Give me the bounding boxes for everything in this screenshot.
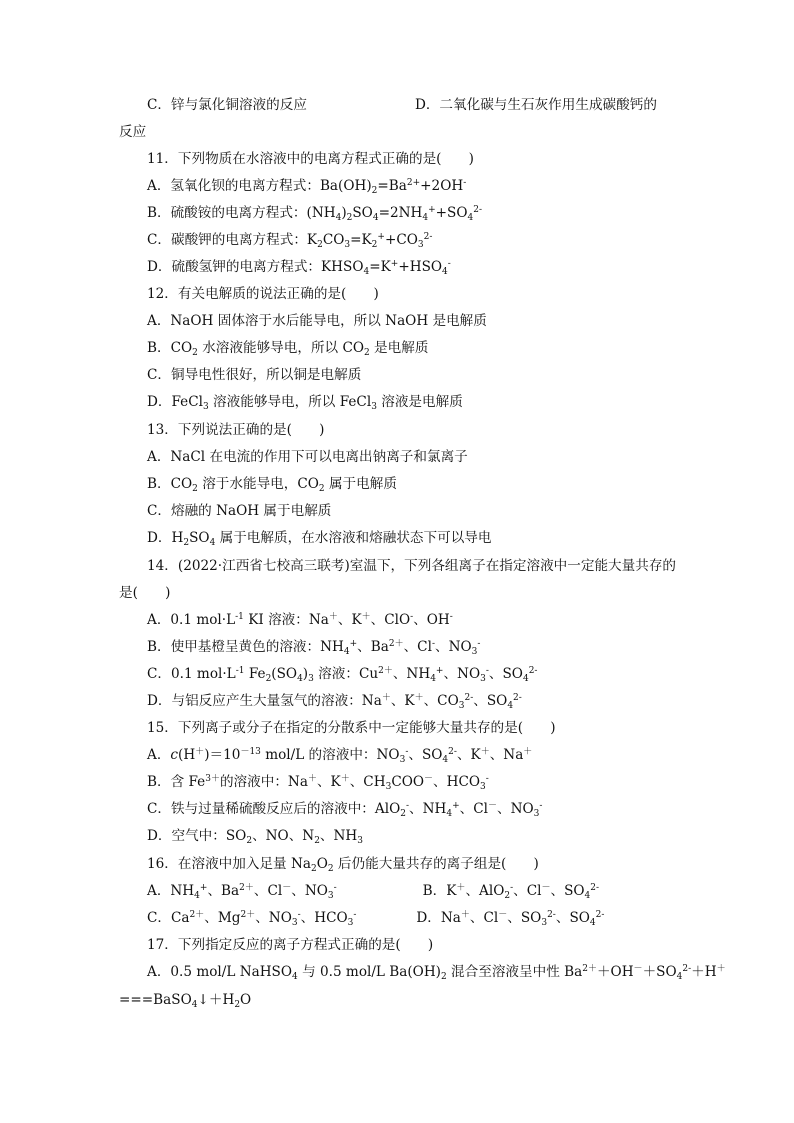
text-line [0,421,794,439]
text-line [0,827,794,845]
text-line [0,393,794,411]
text-segment: C．铁与过量稀硫酸反应后的溶液中：AlO$_2$-、$NH_4^+$、Cl－、$NO_3^-$ [147,801,543,819]
text-line [0,96,794,114]
text-line [0,909,794,927]
text-segment: D．$H_2SO_4$ 属于电解质，在水溶液和熔融状态下可以导电 [147,530,492,548]
text-line [0,204,794,222]
text-segment: $===BaSO_4↓+H_2O$ [119,992,252,1010]
text-segment: D．FeCl$_3$ 溶液能够导电，所以 FeCl$_3$ 溶液是电解质 [147,394,463,412]
text-segment: 是( ) [119,585,171,601]
text-segment: C．锌与氯化铜溶液的反应 [147,97,307,113]
text-segment: 反应 [119,124,147,140]
text-segment: C．熔融的 NaOH 属于电解质 [147,503,332,519]
text-line [0,800,794,818]
text-line [0,123,794,141]
text-segment: A．0.1 $mol\cdot L^{-1}$ KI 溶液：Na＋、K＋、ClO-、OH- [147,612,453,628]
text-line [0,177,794,195]
text-line [0,991,794,1009]
text-line [0,150,794,168]
text-segment: B．含 $Fe^{3+}$的溶液中：Na＋、K＋、$CH_3COO^-$、$HCO_3^-$ [147,774,489,792]
text-segment: D．与铝反应产生大量氢气的溶液：Na＋、K＋、$CO_3^{2-}$、$SO_4^{2-}$ [147,693,522,711]
text-line [0,936,794,954]
text-line [0,692,794,710]
text-segment: B．硫酸铵的电离方程式：$(NH_4)_2SO_4=2NH_4^++SO_4^{2-}$ [147,205,483,223]
text-segment: A．0.5 mol/L NaHSO$_4$ 与 0.5 mol/L $Ba(OH)_2$ 混合至溶液呈中性 $Ba^{2+}+OH^-+SO_4^{2-}+H^+$ [147,964,726,982]
text-line [0,258,794,276]
text-segment: 12．有关电解质的说法正确的是( ) [147,286,379,302]
text-segment: D．空气中：$SO_2$、NO、$N_2$、$NH_3$ [147,828,363,846]
text-segment: 14．(2022·江西省七校高三联考)室温下，下列各组离子在指定溶液中一定能大量共存的 [147,558,677,574]
text-line [0,963,794,981]
text-segment: B．$CO_2$ 水溶液能够导电，所以 $CO_2$ 是电解质 [147,340,429,358]
text-segment: D．硫酸氢钾的电离方程式：$KHSO_4=K^++HSO_4^-$ [147,259,451,277]
text-segment: 17．下列指定反应的离子方程式正确的是( ) [147,937,434,953]
text-segment: 15．下列离子或分子在指定的分散系中一定能够大量共存的是( ) [147,720,556,736]
text-segment: C．0.1 $mol\cdot L^{-1}$ $Fe_2(SO_4)_3$ 溶液：$Cu^{2+}$、$NH_4^+$、$NO_3^-$、$SO_4^{2-}$ [147,666,538,684]
text-segment: 11．下列物质在水溶液中的电离方程式正确的是( ) [147,151,474,167]
text-line [0,638,794,656]
text-segment: A．NaOH 固体溶于水后能导电，所以 NaOH 是电解质 [147,313,487,329]
text-line [0,665,794,683]
text-line [0,339,794,357]
text-line [0,448,794,466]
text-line [0,584,794,602]
text-line [0,285,794,303]
text-segment: C．碳酸钾的电离方程式：$K_2CO_3=K_2^++CO_3^{2-}$ [147,232,433,250]
text-line [0,611,794,629]
text-line [0,882,794,900]
text-segment: 16．在溶液中加入足量 $Na_2O_2$ 后仍能大量共存的离子组是( ) [147,856,539,874]
text-segment: A．$c(H^+)=10^{-13}$ mol/L 的溶液中：$NO_3^-$、$SO_4^{2-}$、K＋、Na＋ [147,747,533,765]
text-segment: B．$CO_2$ 溶于水能导电，$CO_2$ 属于电解质 [147,476,397,494]
text-segment: D．Na＋、Cl－、$SO_3^{2-}$、$SO_4^{2-}$ [416,910,605,928]
text-segment: A．$NH_4^+$、$Ba^{2+}$、Cl－、$NO_3^-$ [147,883,337,901]
text-line [0,557,794,575]
text-line [0,502,794,520]
text-segment: C．$Ca^{2+}$、$Mg^{2+}$、$NO_3^-$、$HCO_3^-$ [147,910,357,928]
text-segment: A．NaCl 在电流的作用下可以电离出钠离子和氯离子 [147,449,468,465]
text-line [0,366,794,384]
text-segment: 13．下列说法正确的是( ) [147,422,325,438]
text-line [0,312,794,330]
text-line [0,773,794,791]
text-line [0,231,794,249]
text-line [0,746,794,764]
text-line [0,529,794,547]
text-line [0,475,794,493]
text-line [0,719,794,737]
text-segment: B．K＋、AlO$_2$-、Cl－、$SO_4^{2-}$ [422,883,600,901]
text-segment: A．氢氧化钡的电离方程式：$Ba(OH)_2=Ba^{2+}+2OH^-$ [147,178,467,196]
text-segment: B．使甲基橙呈黄色的溶液：$NH_4^+$、$Ba^{2+}$、Cl-、$NO_3^-$ [147,639,481,657]
text-segment: C．铜导电性很好，所以铜是电解质 [147,367,362,383]
text-segment: D．二氧化碳与生石灰作用生成碳酸钙的 [414,97,657,113]
text-line [0,855,794,873]
